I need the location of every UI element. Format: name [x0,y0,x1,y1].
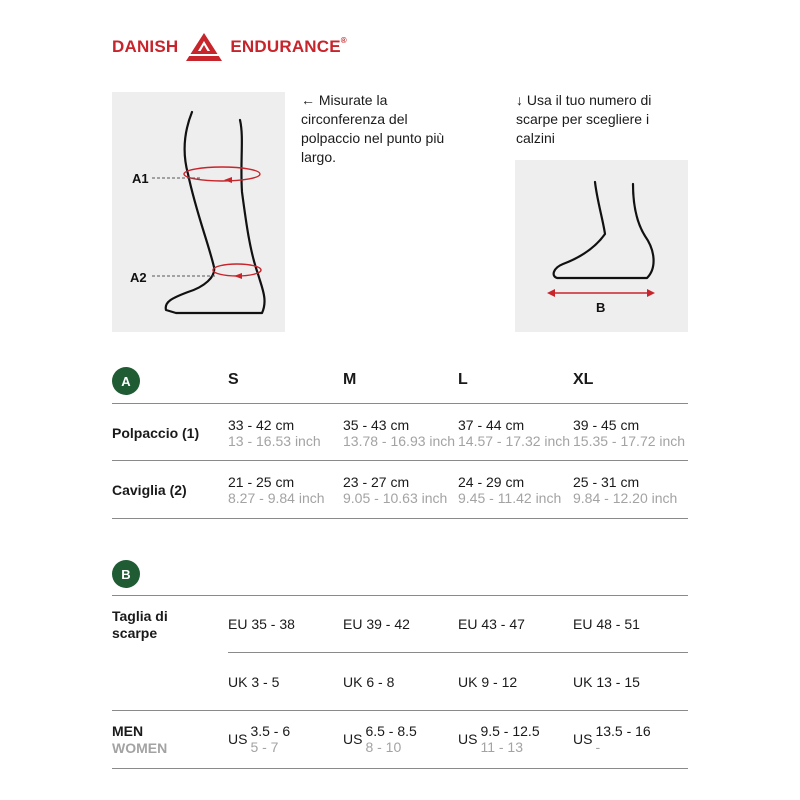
section-a-badge: A [112,367,140,395]
calf-inch-m: 13.78 - 16.93 inch [343,433,456,449]
gender-women-label: WOMEN [112,740,168,756]
foot-measurement-figure [515,160,688,332]
uk-size-l: UK 9 - 12 [458,674,518,690]
us-size-s [228,723,290,755]
us-women-l: 11 - 13 [480,739,523,755]
us-size-m [343,723,417,755]
ankle-inch-s: 8.27 - 9.84 inch [228,490,325,506]
section-b-badge: B [112,560,140,588]
uk-size-xl: UK 13 - 15 [573,674,640,690]
ankle-cm-l: 24 - 29 cm [458,474,525,490]
us-men-xl: 13.5 - 16 [595,723,651,739]
eu-size-s: EU 35 - 38 [228,616,295,632]
ankle-cell-s [228,474,325,506]
calf-cell-m [343,417,455,449]
calf-cell-l [458,417,570,449]
leg-measure-note: ← Misurate la circonferenza del polpaccio nel punto più largo. [301,92,445,165]
size-header-m: M [343,371,357,388]
calf-cm-m: 35 - 43 cm [343,417,410,433]
divider [112,518,688,519]
size-header-l: L [458,371,468,388]
uk-size-m: UK 6 - 8 [343,674,395,690]
label-a1: A1 [132,171,149,186]
leg-outline-illustration [112,92,285,332]
brand-logo [112,30,347,64]
ankle-cell-l [458,474,561,506]
us-women-m: 8 - 10 [365,739,402,755]
eu-size-m: EU 39 - 42 [343,616,410,632]
divider [228,652,688,653]
foot-outline-illustration [515,160,688,332]
calf-cell-xl [573,417,685,449]
us-men-l: 9.5 - 12.5 [480,723,540,739]
gender-men-label: MEN [112,723,144,739]
row-label-calf: Polpaccio (1) [112,425,200,441]
size-header-s: S [228,371,239,388]
calf-cm-s: 33 - 42 cm [228,417,295,433]
calf-inch-xl: 15.35 - 17.72 inch [573,433,686,449]
row-label-ankle: Caviglia (2) [112,482,187,498]
trademark-symbol: ® [340,36,347,45]
foot-measure-note: ↓ Usa il tuo numero di scarpe per scegliere i calzini [516,92,652,146]
calf-cm-xl: 39 - 45 cm [573,417,640,433]
us-men-m: 6.5 - 8.5 [365,723,417,739]
ankle-cell-xl [573,474,677,506]
us-prefix: US [343,731,363,747]
divider [112,595,688,596]
calf-inch-l: 14.57 - 17.32 inch [458,433,571,449]
ankle-inch-m: 9.05 - 10.63 inch [343,490,448,506]
us-prefix: US [573,731,593,747]
eu-size-l: EU 43 - 47 [458,616,525,632]
size-header-xl: XL [573,371,594,388]
us-size-xl [573,723,651,755]
brand-left-word: DANISH [112,37,179,56]
ankle-inch-l: 9.45 - 11.42 inch [458,490,562,506]
ankle-inch-xl: 9.84 - 12.20 inch [573,490,678,506]
divider [112,710,688,711]
ankle-cm-m: 23 - 27 cm [343,474,410,490]
eu-size-xl: EU 48 - 51 [573,616,640,632]
divider [112,768,688,769]
label-a2: A2 [130,270,147,285]
ankle-cell-m [343,474,447,506]
row-label-shoe-size: Taglia di scarpe [112,608,168,641]
ankle-cm-s: 21 - 25 cm [228,474,295,490]
us-women-s: 5 - 7 [250,739,279,755]
calf-inch-s: 13 - 16.53 inch [228,433,321,449]
label-b: B [596,300,606,315]
divider [112,403,688,404]
us-prefix: US [458,731,478,747]
uk-size-s: UK 3 - 5 [228,674,280,690]
calf-cm-l: 37 - 44 cm [458,417,525,433]
gender-label [112,723,167,757]
leg-measurement-figure [112,92,285,332]
us-prefix: US [228,731,248,747]
ankle-cm-xl: 25 - 31 cm [573,474,640,490]
us-size-l [458,723,540,755]
calf-cell-s [228,417,321,449]
divider [112,460,688,461]
brand-right-word: ENDURANCE [230,37,341,56]
mountain-logo-icon [182,31,226,63]
us-women-xl: - [595,739,601,755]
us-men-s: 3.5 - 6 [250,723,291,739]
